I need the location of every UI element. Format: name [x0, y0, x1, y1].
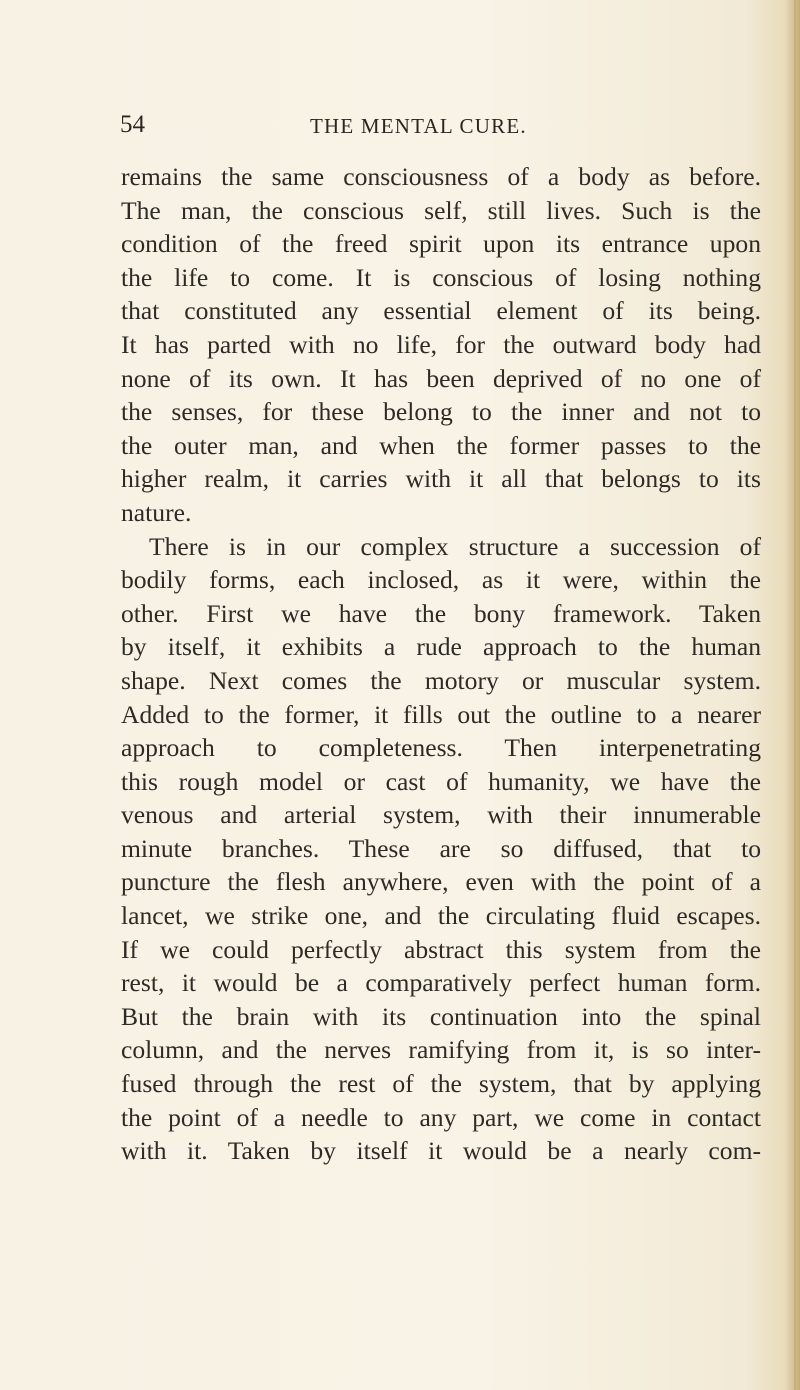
text-line: The man, the conscious self, still lives. Such is the [121, 195, 761, 225]
text-line: the life to come. It is conscious of losing nothing [121, 262, 761, 292]
running-title: THE MENTAL CURE. [310, 114, 527, 138]
text-line-paragraph-end: nature. [121, 497, 192, 527]
text-line: the senses, for these belong to the inner and not to [121, 397, 761, 427]
text-line: the point of a needle to any part, we come in contact [121, 1102, 761, 1132]
text-line: by itself, it exhibits a rude approach to the human [121, 632, 761, 662]
text-line: none of its own. It has been deprived of no one of [121, 363, 761, 393]
text-line: If we could perfectly abstract this system from the [121, 934, 761, 964]
body-text [121, 160, 761, 1168]
text-line: remains the same consciousness of a body as before. [121, 162, 761, 191]
text-line: with it. Taken by itself it would be a nearly com- [121, 1136, 761, 1166]
text-line: bodily forms, each inclosed, as it were, within the [121, 565, 761, 595]
page-edge-shadow [786, 0, 800, 1390]
text-line: condition of the freed spirit upon its entrance upon [121, 229, 761, 259]
text-line-paragraph-start: There is in our complex structure a succession of [149, 531, 761, 561]
text-line: rest, it would be a comparatively perfect human form. [121, 968, 761, 998]
text-line: other. First we have the bony framework. Taken [121, 598, 761, 628]
page-edge-line [794, 0, 796, 1390]
text-line: fused through the rest of the system, that by applying [121, 1069, 761, 1099]
text-line: Added to the former, it fills out the outline to a nearer [121, 699, 761, 729]
text-line: But the brain with its continuation into the spinal [121, 1001, 761, 1031]
text-line: this rough model or cast of humanity, we have the [121, 766, 761, 796]
text-line: higher realm, it carries with it all that belongs to its [121, 464, 761, 494]
page-number: 54 [120, 111, 145, 138]
text-line: puncture the flesh anywhere, even with the point of a [121, 867, 761, 897]
text-line: lancet, we strike one, and the circulating fluid escapes. [121, 901, 761, 931]
text-line: It has parted with no life, for the outward body had [121, 329, 761, 359]
text-line: minute branches. These are so diffused, that to [121, 833, 761, 863]
text-line: venous and arterial system, with their innumerable [121, 800, 761, 830]
text-line: column, and the nerves ramifying from it, is so inter- [121, 1035, 761, 1065]
text-line: shape. Next comes the motory or muscular system. [121, 665, 761, 695]
text-line: the outer man, and when the former passes to the [121, 430, 761, 460]
text-line: approach to completeness. Then interpenetrating [121, 733, 761, 763]
text-line: that constituted any essential element of its being. [121, 296, 761, 326]
running-head [120, 110, 760, 140]
